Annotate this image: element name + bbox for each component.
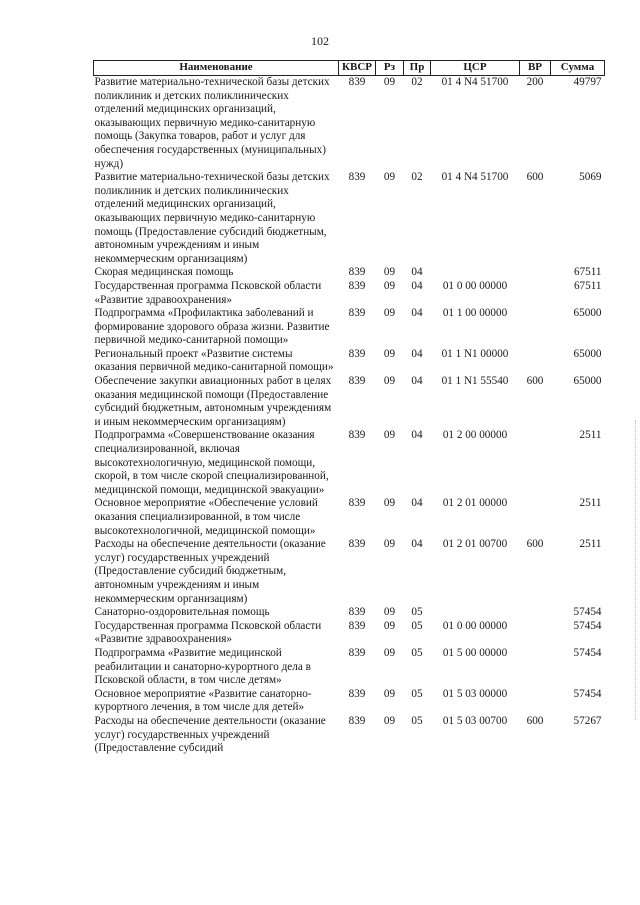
- cell-kvsr: 839: [348, 619, 366, 632]
- cell-pr: 05: [411, 606, 423, 619]
- cell-rz: 09: [383, 429, 396, 442]
- cell-name: Расходы на обеспечение деятельности (оказание услуг) государственных учреждений (Предоставление субсидий: [94, 714, 326, 755]
- table-row: [94, 280, 605, 307]
- cell-csr: 01 5 03 00000: [442, 687, 508, 700]
- cell-pr: 05: [411, 646, 423, 659]
- table-row: [94, 497, 605, 538]
- cell-kvsr: 839: [348, 429, 366, 442]
- cell-name: Основное мероприятие «Обеспечение условий оказания специализированной, в том числе высокотехнологичной, медицинской помощи»: [94, 497, 318, 537]
- table-row: [94, 307, 605, 348]
- cell-pr: 04: [411, 307, 423, 320]
- scan-margin-artifact: [632, 420, 636, 720]
- cell-csr: [431, 266, 520, 280]
- cell-rz: 09: [383, 619, 396, 632]
- cell-vr: [520, 280, 551, 307]
- table-row: [94, 538, 605, 606]
- table-body: [94, 76, 605, 756]
- cell-rz: 09: [383, 646, 396, 659]
- cell-name: Региональный проект «Развитие системы оказания первичной медико-санитарной помощи»: [94, 347, 334, 374]
- cell-kvsr: 839: [348, 347, 366, 360]
- cell-name: Развитие материально-технической базы детских поликлиник и детских поликлинических отделений медицинских организаций, оказывающих первичную медико-санитарную помощь (Предоставление субсидий бюджетным, автономным учреждениям и иным некоммерческим организациям): [94, 171, 330, 265]
- cell-sum: 67511: [573, 266, 602, 279]
- table-row: [94, 266, 605, 280]
- cell-vr: [520, 497, 551, 538]
- cell-vr: 600: [526, 538, 544, 551]
- cell-rz: 09: [383, 76, 396, 88]
- cell-pr: 02: [411, 76, 423, 88]
- cell-kvsr: 839: [348, 687, 366, 700]
- table-row: [94, 620, 605, 647]
- cell-pr: 04: [411, 538, 423, 551]
- page-number: 102: [311, 34, 329, 48]
- cell-pr: 05: [411, 619, 423, 632]
- cell-vr: [520, 266, 551, 280]
- cell-sum: 2511: [579, 429, 602, 442]
- cell-rz: 09: [383, 714, 396, 727]
- cell-rz: 09: [383, 307, 396, 320]
- cell-sum: 49797: [573, 76, 602, 88]
- cell-kvsr: 839: [348, 714, 366, 727]
- table-row: [94, 171, 605, 266]
- cell-vr: [520, 307, 551, 348]
- cell-rz: 09: [383, 606, 396, 619]
- cell-pr: 05: [411, 687, 423, 700]
- cell-vr: 200: [526, 76, 544, 88]
- cell-sum: 57454: [573, 606, 602, 619]
- cell-name: Развитие материально-технической базы детских поликлиник и детских поликлинических отделений медицинских организаций, оказывающих первичную медико-санитарную помощь (Закупка товаров, работ и услуг для обеспечения государственных (муниципальных) нужд): [94, 76, 330, 170]
- cell-csr: 01 1 00 00000: [442, 307, 508, 320]
- cell-kvsr: 839: [348, 266, 366, 279]
- cell-pr: 05: [411, 714, 423, 727]
- cell-csr: [431, 606, 520, 620]
- cell-sum: 5069: [579, 171, 602, 184]
- cell-vr: [520, 647, 551, 688]
- cell-rz: 09: [383, 171, 396, 184]
- cell-pr: 04: [411, 429, 423, 442]
- cell-vr: [520, 606, 551, 620]
- cell-vr: [520, 688, 551, 715]
- cell-rz: 09: [383, 538, 396, 551]
- table-row: [94, 606, 605, 620]
- table-row: [94, 647, 605, 688]
- cell-name: Подпрограмма «Профилактика заболеваний и формирование здорового образа жизни. Развитие первичной медико-санитарной помощи»: [94, 307, 330, 347]
- cell-name: Обеспечение закупки авиационных работ в целях оказания медицинской помощи (Предоставление субсидий бюджетным, автономным учреждениям и иным некоммерческим организациям): [94, 375, 332, 428]
- header-name: Наименование: [94, 61, 339, 76]
- cell-kvsr: 839: [348, 606, 366, 619]
- cell-pr: 04: [411, 497, 423, 510]
- cell-name: Основное мероприятие «Развитие санаторно-курортного лечения, в том числе для детей»: [94, 687, 312, 714]
- cell-kvsr: 839: [348, 538, 366, 551]
- cell-sum: 65000: [573, 375, 602, 388]
- cell-kvsr: 839: [348, 646, 366, 659]
- cell-rz: 09: [383, 266, 396, 279]
- cell-rz: 09: [383, 347, 396, 360]
- cell-sum: 57454: [573, 687, 602, 700]
- budget-table-container: [93, 60, 604, 756]
- cell-pr: 04: [411, 375, 423, 388]
- cell-name: Подпрограмма «Совершенствование оказания специализированной, включая высокотехнологичную, медицинской помощи, скорой, в том числе скорой специализированной, медицинской помощи, медицинской эвакуации»: [94, 429, 329, 496]
- cell-name: Санаторно-оздоровительная помощь: [94, 606, 270, 619]
- header-rz: Рз: [376, 61, 404, 76]
- cell-kvsr: 839: [348, 497, 366, 510]
- cell-pr: 04: [411, 266, 423, 279]
- cell-rz: 09: [383, 375, 396, 388]
- cell-name: Подпрограмма «Развитие медицинской реабилитации и санаторно-курортного дела в Псковской области, в том числе детям»: [94, 646, 311, 687]
- budget-table: [93, 60, 605, 756]
- cell-vr: [520, 429, 551, 497]
- cell-sum: 67511: [573, 279, 602, 292]
- cell-csr: 01 4 N4 51700: [441, 76, 509, 88]
- table-row: [94, 715, 605, 756]
- header-csr: ЦСР: [431, 61, 520, 76]
- cell-sum: 2511: [579, 538, 602, 551]
- cell-pr: 02: [411, 171, 423, 184]
- table-row: [94, 348, 605, 375]
- cell-sum: 57267: [573, 714, 602, 727]
- cell-rz: 09: [383, 497, 396, 510]
- cell-vr: 600: [526, 714, 544, 727]
- cell-vr: 600: [526, 375, 544, 388]
- cell-kvsr: 839: [348, 76, 366, 88]
- table-row: [94, 375, 605, 429]
- cell-csr: 01 1 N1 00000: [441, 347, 509, 360]
- cell-csr: 01 4 N4 51700: [441, 171, 509, 184]
- cell-csr: 01 2 01 00700: [442, 538, 508, 551]
- cell-csr: 01 0 00 00000: [442, 619, 508, 632]
- table-row: [94, 76, 605, 172]
- table-row: [94, 688, 605, 715]
- cell-name: Расходы на обеспечение деятельности (оказание услуг) государственных учреждений (Предоставление субсидий бюджетным, автономным учреждениям и иным некоммерческим организациям): [94, 538, 326, 605]
- header-kvsr: КВСР: [339, 61, 376, 76]
- cell-csr: 01 5 03 00700: [442, 714, 508, 727]
- cell-csr: 01 5 00 00000: [442, 646, 508, 659]
- table-header-row: [94, 61, 605, 76]
- cell-kvsr: 839: [348, 279, 366, 292]
- cell-vr: [520, 620, 551, 647]
- cell-sum: 2511: [579, 497, 602, 510]
- cell-sum: 57454: [573, 646, 602, 659]
- cell-rz: 09: [383, 687, 396, 700]
- cell-kvsr: 839: [348, 171, 366, 184]
- cell-csr: 01 2 01 00000: [442, 497, 508, 510]
- cell-csr: 01 1 N1 55540: [441, 375, 509, 388]
- cell-pr: 04: [411, 347, 423, 360]
- header-vr: ВР: [520, 61, 551, 76]
- cell-vr: 600: [526, 171, 544, 184]
- cell-kvsr: 839: [348, 375, 366, 388]
- cell-rz: 09: [383, 279, 396, 292]
- cell-pr: 04: [411, 279, 423, 292]
- header-sum: Сумма: [551, 61, 605, 76]
- cell-vr: [520, 348, 551, 375]
- table-row: [94, 429, 605, 497]
- header-pr: Пр: [404, 61, 431, 76]
- cell-csr: 01 0 00 00000: [442, 279, 508, 292]
- cell-name: Государственная программа Псковской области «Развитие здравоохранения»: [94, 619, 322, 646]
- cell-sum: 65000: [573, 347, 602, 360]
- cell-kvsr: 839: [348, 307, 366, 320]
- cell-sum: 57454: [573, 619, 602, 632]
- cell-name: Государственная программа Псковской области «Развитие здравоохранения»: [94, 279, 322, 306]
- cell-name: Скорая медицинская помощь: [94, 266, 234, 279]
- cell-sum: 65000: [573, 307, 602, 320]
- cell-csr: 01 2 00 00000: [442, 429, 508, 442]
